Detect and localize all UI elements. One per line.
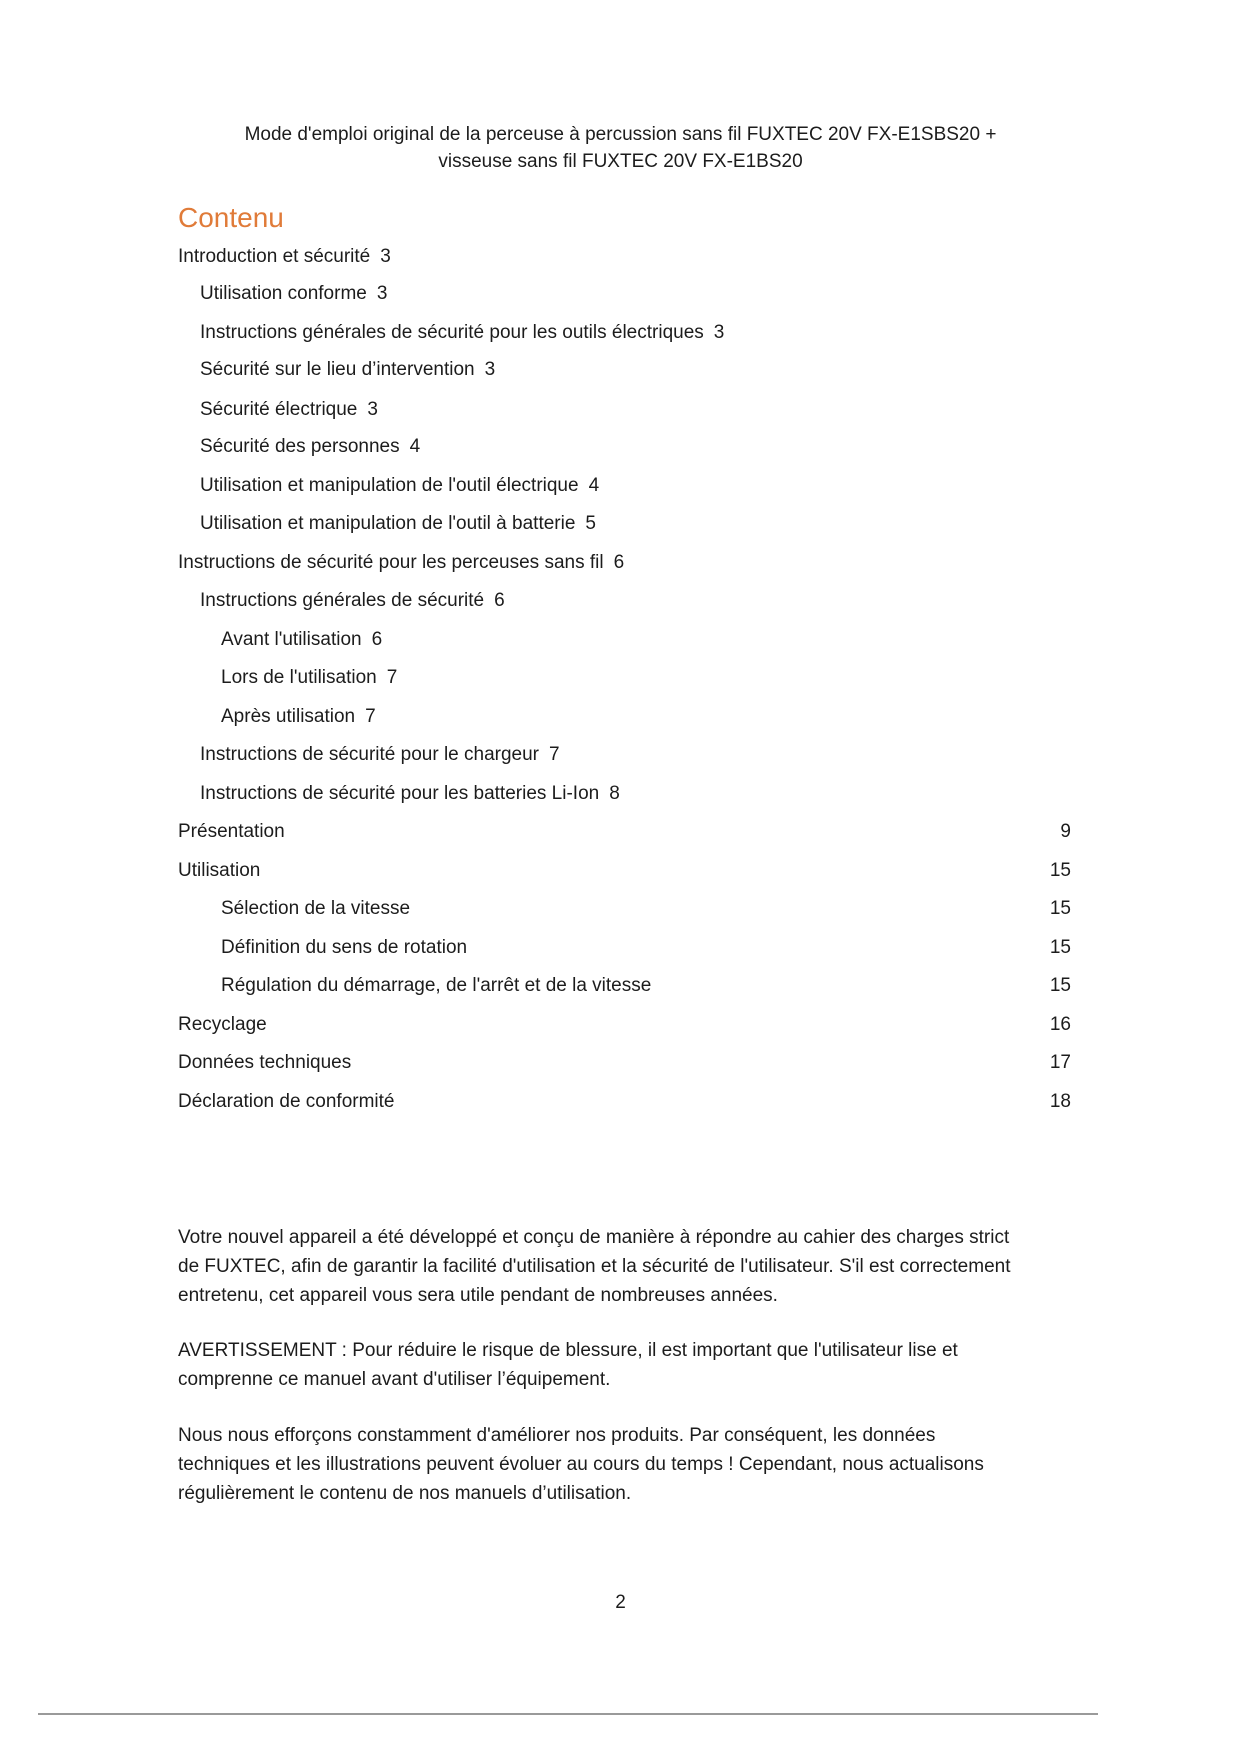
toc-entry-page: 3 (380, 246, 391, 267)
toc-entry[interactable] (221, 627, 382, 653)
toc-entry[interactable]: Régulation du démarrage, de l'arrêt et de la vitesse (221, 975, 652, 996)
toc-entry-page: 8 (609, 783, 620, 804)
toc-entry-page: 6 (494, 590, 505, 611)
toc-entry-page: 15 (1049, 898, 1071, 919)
toc-entry-page: 15 (1049, 975, 1071, 996)
toc-entry[interactable] (221, 665, 397, 691)
toc-entry-page: 3 (376, 283, 388, 304)
toc-entry[interactable] (200, 781, 620, 807)
toc-entry[interactable] (200, 281, 387, 307)
toc-entry[interactable] (200, 742, 560, 768)
toc-entry-page: 17 (1049, 1052, 1071, 1073)
toc-entry[interactable]: Recyclage (178, 1014, 267, 1035)
toc-entry[interactable]: Présentation (178, 821, 285, 842)
toc-entry-page: 3 (484, 359, 496, 380)
paragraph (178, 1223, 1078, 1310)
toc-entry-label: Utilisation conforme (200, 283, 367, 304)
toc-entry[interactable]: Données techniques (178, 1052, 352, 1073)
toc-entry-page: 3 (367, 399, 378, 420)
paragraph-line: entretenu, cet appareil vous sera utile pendant de nombreuses années. (178, 1285, 778, 1306)
toc-entry-label: Avant l'utilisation (221, 629, 362, 650)
toc-entry[interactable] (200, 473, 599, 499)
toc-entry-page: 9 (1060, 821, 1071, 842)
toc-entry-label: Instructions de sécurité pour les batteries Li-Ion (200, 783, 600, 804)
toc-entry[interactable]: Utilisation (178, 860, 261, 881)
toc-entry[interactable] (200, 397, 378, 423)
document-title-line-1: Mode d'emploi original de la perceuse à percussion sans fil FUXTEC 20V FX-E1SBS20 + (244, 124, 997, 145)
toc-entry-label: Sécurité électrique (200, 399, 358, 420)
paragraph-line: Nous nous efforçons constamment d'améliorer nos produits. Par conséquent, les données (178, 1425, 936, 1446)
toc-entry-label: Lors de l'utilisation (221, 667, 377, 688)
toc-entry[interactable] (200, 320, 724, 346)
toc-entry-label: Sécurité sur le lieu d’intervention (200, 359, 475, 380)
toc-entry-label: Utilisation et manipulation de l'outil électrique (200, 475, 579, 496)
paragraph (178, 1336, 1078, 1394)
paragraph-line: AVERTISSEMENT : Pour réduire le risque de blessure, il est important que l'utilisateur lise et (178, 1340, 958, 1361)
toc-entry-label: Après utilisation (221, 706, 356, 727)
toc-entry-label: Instructions de sécurité pour les perceuses sans fil (178, 552, 604, 573)
paragraph-line: régulièrement le contenu de nos manuels d’utilisation. (178, 1483, 632, 1504)
toc-entry-page: 7 (386, 667, 398, 688)
toc-entry-page: 6 (371, 629, 383, 650)
toc-entry-label: Utilisation et manipulation de l'outil à batterie (200, 513, 576, 534)
toc-entry-label: Instructions de sécurité pour le chargeur (200, 744, 540, 765)
toc-entry-page: 6 (613, 552, 625, 573)
paragraph-line: techniques et les illustrations peuvent évoluer au cours du temps ! Cependant, nous actualisons (178, 1454, 984, 1475)
footer-rule (38, 1713, 1098, 1715)
toc-entry-label: Introduction et sécurité (178, 246, 371, 267)
toc-entry[interactable] (200, 511, 596, 537)
toc-entry-label: Instructions générales de sécurité (200, 590, 485, 611)
page-number: 2 (615, 1592, 626, 1613)
toc-entry-page: 15 (1049, 937, 1071, 958)
toc-entry[interactable] (178, 550, 624, 576)
toc-entry[interactable]: Déclaration de conformité (178, 1091, 395, 1112)
toc-entry[interactable] (200, 357, 495, 383)
paragraph-line: comprenne ce manuel avant d'utiliser l’équipement. (178, 1369, 611, 1390)
toc-entry[interactable] (200, 588, 505, 614)
toc-entry-page: 7 (549, 744, 560, 765)
toc-entry-page: 5 (585, 513, 596, 534)
toc-entry[interactable] (200, 434, 420, 460)
paragraph-line: Votre nouvel appareil a été développé et conçu de manière à répondre au cahier des charges strict (178, 1227, 1010, 1248)
toc-entry[interactable] (178, 244, 391, 270)
paragraph-line: de FUXTEC, afin de garantir la facilité d'utilisation et la sécurité de l'utilisateur. S'il est correctement (178, 1256, 1011, 1277)
toc-entry[interactable]: Sélection de la vitesse (221, 898, 411, 919)
toc-entry-page: 15 (1049, 860, 1071, 881)
toc-entry[interactable] (221, 704, 376, 730)
toc-entry-page: 18 (1049, 1091, 1071, 1112)
contents-heading: Contenu (178, 202, 284, 233)
toc-entry-page: 4 (409, 436, 421, 457)
toc-entry-page: 4 (588, 475, 600, 496)
toc-entry-page: 3 (713, 322, 725, 343)
document-title-line-2: visseuse sans fil FUXTEC 20V FX-E1BS20 (438, 151, 803, 172)
toc-entry-page: 16 (1049, 1014, 1071, 1035)
toc-entry-label: Instructions générales de sécurité pour les outils électriques (200, 322, 704, 343)
toc-entry-page: 7 (365, 706, 376, 727)
paragraph (178, 1421, 1078, 1508)
toc-entry-label: Sécurité des personnes (200, 436, 400, 457)
toc-entry[interactable]: Définition du sens de rotation (221, 937, 468, 958)
